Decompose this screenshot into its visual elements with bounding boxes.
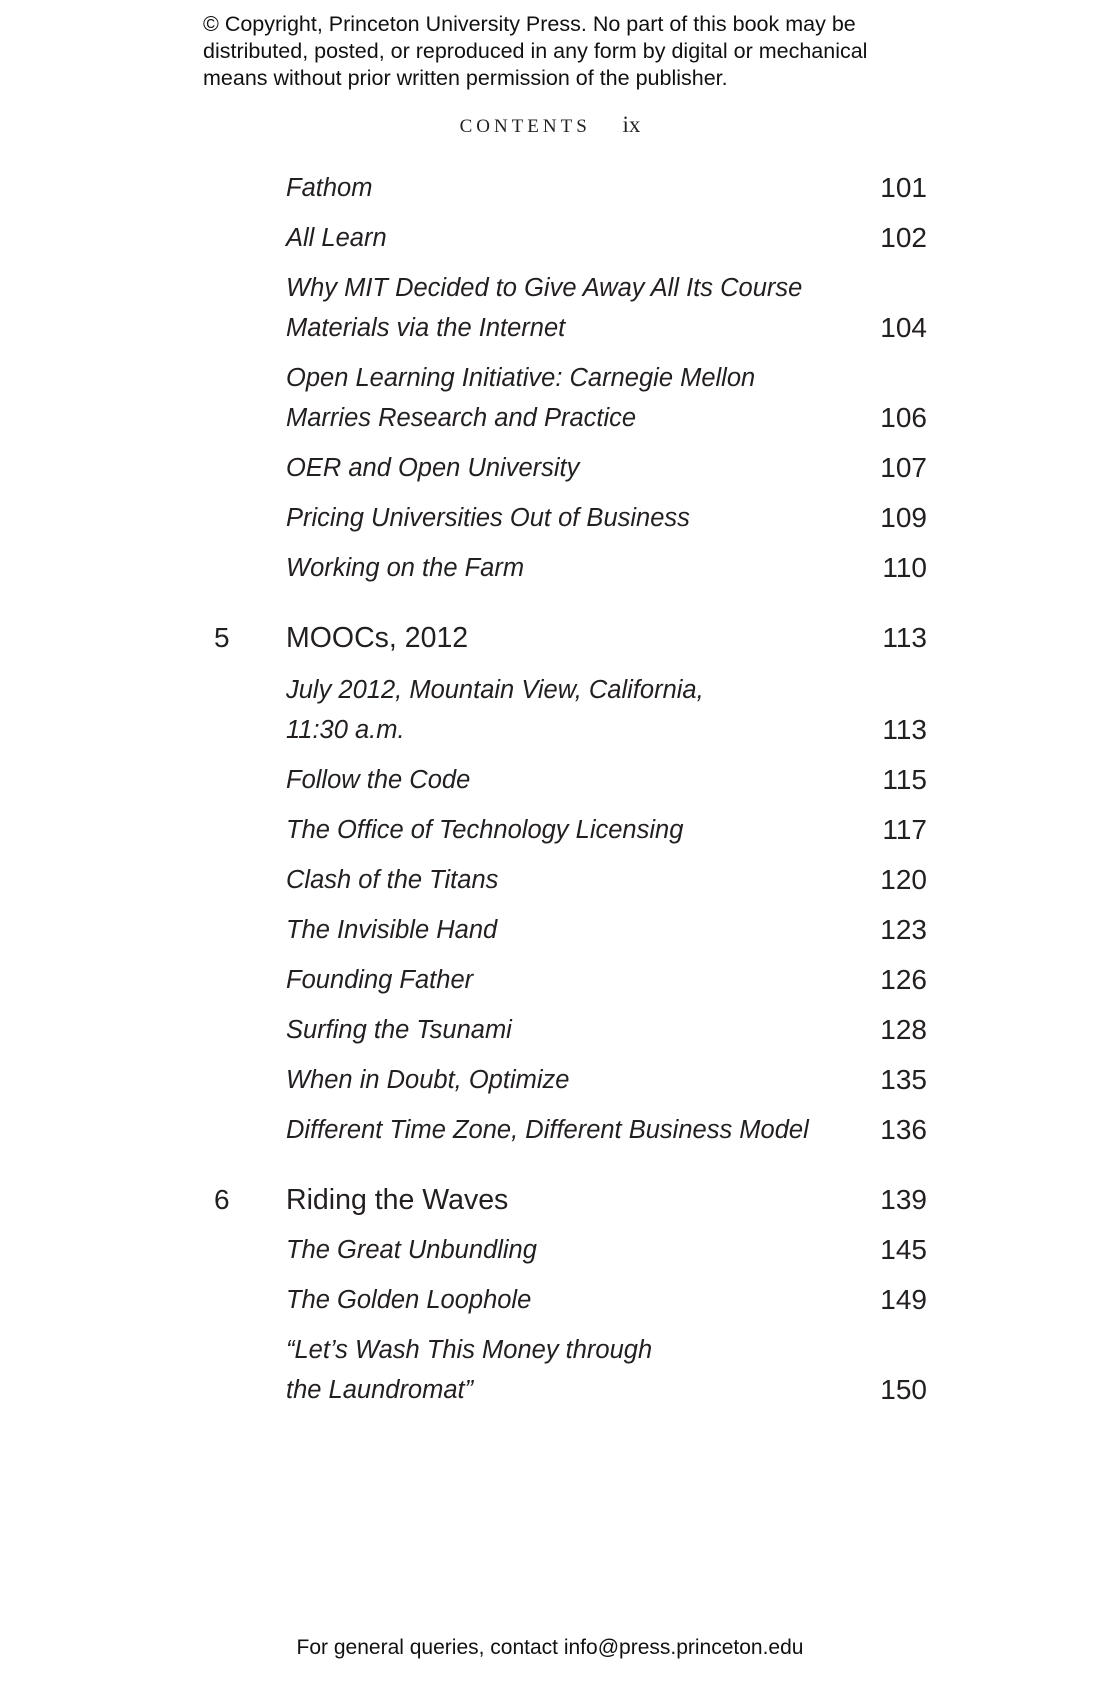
toc-entry-page: 135 (880, 1064, 927, 1095)
toc-entry-title-continued: Marries Research and Practice (286, 404, 637, 432)
running-head (0, 112, 1100, 138)
chapter-number: 5 (214, 622, 230, 653)
toc-entry-why-mit-line-2 (0, 308, 1100, 348)
toc-entry-page: 113 (882, 714, 927, 745)
chapter-number: 6 (214, 1184, 230, 1215)
toc-entry-office-of-technology-licensing (0, 810, 1100, 850)
toc-entry-surfing-the-tsunami (0, 1010, 1100, 1050)
toc-entry-page: 110 (882, 552, 927, 583)
toc-entry-page: 149 (880, 1284, 927, 1315)
toc-entry-lets-wash-this-money-line-1 (0, 1330, 1100, 1370)
toc-entry-page: 107 (880, 452, 927, 483)
toc-entry-fathom (0, 168, 1100, 208)
toc-entry-page: 126 (880, 964, 927, 995)
toc-entry-page: 128 (880, 1014, 927, 1045)
toc-entry-page: 104 (880, 312, 927, 343)
toc-entry-oli-line-1 (0, 358, 1100, 398)
toc-entry-title: All Learn (286, 224, 387, 252)
toc-entry-title: Follow the Code (286, 766, 471, 794)
toc-entry-page: 117 (882, 814, 927, 845)
toc-entry-clash-of-the-titans (0, 860, 1100, 900)
toc-chapter-5 (0, 618, 1100, 658)
toc-entry-title: Founding Father (286, 966, 474, 994)
toc-entry-july-2012-line-1 (0, 670, 1100, 710)
toc-entry-page: 145 (880, 1234, 927, 1265)
toc-entry-title: Surfing the Tsunami (286, 1016, 512, 1044)
toc-entry-page: 101 (880, 172, 927, 203)
toc-entry-when-in-doubt-optimize (0, 1060, 1100, 1100)
toc-chapter-6 (0, 1180, 1100, 1220)
running-head-page-number: ix (622, 112, 641, 137)
toc-entry-title: OER and Open University (286, 454, 580, 482)
toc-entry-oer-open-university (0, 448, 1100, 488)
toc-entry-pricing-universities (0, 498, 1100, 538)
toc-entry-all-learn (0, 218, 1100, 258)
toc-entry-page: 106 (880, 402, 927, 433)
toc-entry-follow-the-code (0, 760, 1100, 800)
toc-entry-title: The Invisible Hand (286, 916, 498, 944)
toc-entry-working-on-the-farm (0, 548, 1100, 588)
toc-entry-title: July 2012, Mountain View, California, (286, 676, 704, 704)
toc-entry-page: 136 (880, 1114, 927, 1145)
toc-entry-why-mit-line-1 (0, 268, 1100, 308)
toc-entry-title: Why MIT Decided to Give Away All Its Course (286, 274, 803, 302)
toc-entry-title: The Golden Loophole (286, 1286, 532, 1314)
toc-entry-different-time-zone (0, 1110, 1100, 1150)
toc-entry-page: 109 (880, 502, 927, 533)
toc-entry-the-invisible-hand (0, 910, 1100, 950)
toc-entry-title: Open Learning Initiative: Carnegie Mellon (286, 364, 756, 392)
toc-entry-title: “Let’s Wash This Money through (286, 1336, 653, 1364)
toc-entry-page: 115 (882, 764, 927, 795)
toc-entry-title: When in Doubt, Optimize (286, 1066, 570, 1094)
toc-entry-lets-wash-this-money-line-2 (0, 1370, 1100, 1410)
toc-entry-oli-line-2 (0, 398, 1100, 438)
toc-entry-the-golden-loophole (0, 1280, 1100, 1320)
toc-entry-title: The Office of Technology Licensing (286, 816, 684, 844)
toc-entry-page: 139 (880, 1184, 927, 1215)
toc-entry-title: Working on the Farm (286, 554, 525, 582)
toc-entry-title: Fathom (286, 174, 373, 202)
copyright-notice: © Copyright, Princeton University Press. No part of this book may be distributed, posted, or reproduced in any form by digital or mechanical means without prior written permission of the publisher. (203, 12, 868, 90)
chapter-title: MOOCs, 2012 (286, 622, 469, 654)
toc-entry-title-continued: the Laundromat” (286, 1376, 474, 1404)
toc-entry-page: 123 (880, 914, 927, 945)
running-head-label: CONTENTS (459, 116, 591, 137)
toc-entry-page: 120 (880, 864, 927, 895)
toc-entry-the-great-unbundling (0, 1230, 1100, 1270)
toc-entry-founding-father (0, 960, 1100, 1000)
toc-entry-title-continued: Materials via the Internet (286, 314, 566, 342)
footer-contact: For general queries, contact info@press.princeton.edu (296, 1636, 804, 1659)
toc-entry-july-2012-line-2 (0, 710, 1100, 750)
toc-entry-title-continued: 11:30 a.m. (286, 716, 405, 744)
chapter-title: Riding the Waves (286, 1184, 509, 1216)
toc-entry-page: 113 (882, 622, 927, 653)
toc-entry-title: Different Time Zone, Different Business Model (286, 1116, 809, 1144)
toc-entry-title: Clash of the Titans (286, 866, 499, 894)
toc-entry-title: Pricing Universities Out of Business (286, 504, 690, 532)
toc-entry-page: 150 (880, 1374, 927, 1405)
toc-entry-title: The Great Unbundling (286, 1236, 537, 1264)
toc-entry-page: 102 (880, 222, 927, 253)
